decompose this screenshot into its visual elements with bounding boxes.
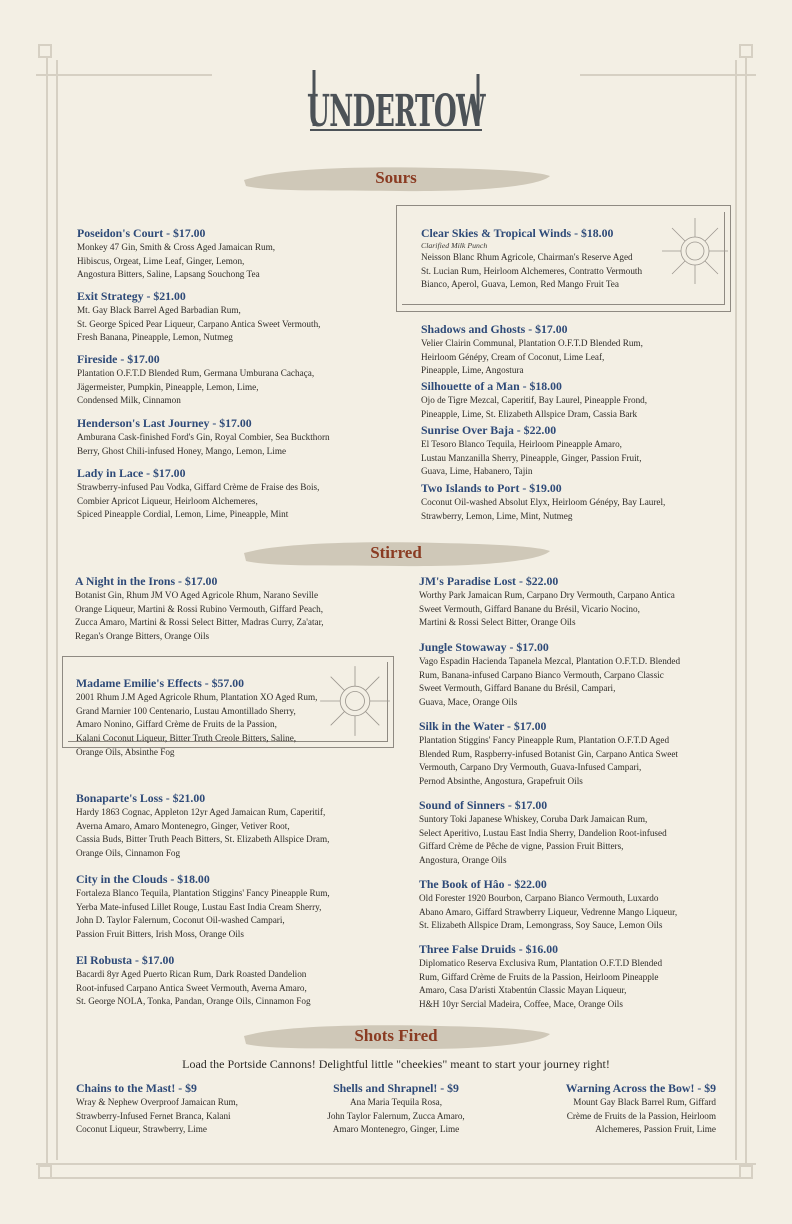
- desc-line: Amburana Cask-finished Ford's Gin, Royal Combier, Sea Buckthorn: [77, 432, 330, 442]
- desc-line: Amaro Nonino, Giffard Crème de Fruits de la Passion,: [76, 719, 277, 730]
- shots-tagline: Load the Portside Cannons! Delightful little "cheekies" meant to start your journey right!: [182, 1057, 610, 1071]
- desc-line: Giffard Crème de Pêche de vigne, Passion Fruit Bitters,: [419, 841, 624, 852]
- desc-line: Fortaleza Blanco Tequila, Plantation Stiggins' Fancy Pineapple Rum,: [76, 888, 330, 898]
- logo-wordmark: UNDERTOW: [307, 86, 486, 137]
- desc-line: Coconut Oil-washed Absolut Elyx, Heirloom Génépy, Bay Laurel,: [421, 497, 666, 507]
- drink-description: [76, 968, 376, 1009]
- drink-description: [421, 337, 721, 378]
- drink-name: City in the Clouds - $18.00: [76, 872, 210, 886]
- drink-item: [421, 423, 721, 479]
- drink-description: [421, 394, 721, 421]
- frame-right-line: [745, 52, 747, 1172]
- drink-name: Warning Across the Bow! - $9: [565, 1081, 716, 1095]
- drink-description: [77, 481, 377, 522]
- desc-line: St. George NOLA, Tonka, Pandan, Orange Oils, Cinnamon Fog: [76, 996, 311, 1007]
- drink-description: [76, 691, 356, 760]
- desc-line: Ojo de Tigre Mezcal, Caperitif, Bay Laurel, Pineapple Frond,: [421, 395, 648, 405]
- drink-item: [77, 466, 377, 522]
- desc-line: Hibiscus, Orgeat, Lime Leaf, Ginger, Lemon,: [77, 255, 245, 266]
- drink-description: [77, 241, 377, 282]
- desc-line: Guava, Mace, Orange Oils: [419, 697, 518, 708]
- desc-line: Select Aperitivo, Lustau East India Sherry, Dandelion Root-infused: [419, 827, 667, 838]
- desc-line: Strawberry, Lemon, Lime, Mint, Nutmeg: [421, 510, 573, 521]
- frame-corner-top-right: [739, 44, 753, 58]
- drink-item: [77, 226, 377, 282]
- drink-description: [421, 251, 721, 292]
- desc-line: Blended Rum, Raspberry-infused Botanist Gin, Carpano Antica Sweet: [419, 748, 678, 759]
- drink-description: [77, 367, 377, 408]
- desc-line: Angostura Bitters, Saline, Lapsang Souchong Tea: [77, 269, 260, 280]
- desc-line: Vago Espadin Hacienda Tapanela Mezcal, Plantation O.F.T.D. Blended: [419, 656, 681, 666]
- desc-line: Cassia Buds, Bitter Truth Peach Bitters, St. Elizabeth Allspice Dram,: [76, 834, 330, 845]
- drink-description: [77, 304, 377, 345]
- drink-name: JM's Paradise Lost - $22.00: [419, 574, 559, 588]
- desc-line: Coconut Liqueur, Strawberry, Lime: [76, 1124, 207, 1135]
- frame-bottom-line: [36, 1163, 756, 1165]
- desc-line: Jägermeister, Pumpkin, Pineapple, Lemon, Lime,: [77, 381, 259, 392]
- drink-name: Sound of Sinners - $17.00: [419, 798, 548, 812]
- desc-line: Zucca Amaro, Martini & Rossi Select Bitter, Madras Curry, Za'atar,: [75, 617, 324, 628]
- desc-line: St. Lucian Rum, Heirloom Alchemeres, Contratto Vermouth: [421, 265, 643, 276]
- frame-corner-bottom-left: [38, 1165, 52, 1179]
- desc-line: St. George Spiced Pear Liqueur, Carpano Antica Sweet Vermouth,: [77, 318, 321, 329]
- drink-name: Lady in Lace - $17.00: [77, 466, 186, 480]
- drink-description: [419, 957, 729, 1012]
- desc-line: Botanist Gin, Rhum JM VO Aged Agricole Rhum, Narano Seville: [75, 590, 319, 600]
- drink-name: Henderson's Last Journey - $17.00: [77, 416, 252, 430]
- section-banner-stirred: [240, 537, 552, 571]
- drink-name: Poseidon's Court - $17.00: [77, 226, 206, 240]
- shot-warning-across-the-bow: [496, 1081, 716, 1137]
- drink-name: Exit Strategy - $21.00: [77, 289, 186, 303]
- desc-line: Alchemeres, Passion Fruit, Lime: [595, 1124, 716, 1135]
- desc-line: Kalani Coconut Liqueur, Bitter Truth Creole Bitters, Saline,: [76, 733, 297, 744]
- desc-line: Root-infused Carpano Antica Sweet Vermouth, Averna Amaro,: [76, 982, 307, 993]
- desc-line: Pineapple, Lime, St. Elizabeth Allspice Dram, Cassia Bark: [421, 408, 638, 419]
- desc-line: John Taylor Falernum, Zucca Amaro,: [327, 1110, 465, 1121]
- drink-item: [419, 942, 729, 1012]
- drink-featured-stirred: [76, 676, 356, 760]
- drink-description: [419, 589, 729, 630]
- section-title-shots: Shots Fired: [354, 1026, 438, 1045]
- desc-line: Lustau Manzanilla Sherry, Pineapple, Ginger, Passion Fruit,: [421, 452, 642, 463]
- drink-item: [419, 719, 729, 789]
- drink-note: Clarified Milk Punch: [421, 241, 488, 250]
- desc-line: Rum, Giffard Crème de Fruits de la Passion, Heirloom Pineapple: [419, 971, 659, 982]
- drink-item: [419, 640, 729, 710]
- desc-line: Strawberry-Infused Fernet Branca, Kalani: [76, 1110, 231, 1121]
- desc-line: Sweet Vermouth, Giffard Banane du Brésil, Campari,: [419, 683, 616, 694]
- desc-line: Wray & Nephew Overproof Jamaican Rum,: [76, 1097, 238, 1107]
- desc-line: Monkey 47 Gin, Smith & Cross Aged Jamaican Rum,: [77, 242, 276, 252]
- section-title-stirred: Stirred: [370, 543, 422, 562]
- desc-line: Abano Amaro, Giffard Strawberry Liqueur, Vedrenne Mango Liqueur,: [419, 906, 678, 917]
- drink-featured-sours: [421, 226, 721, 292]
- desc-line: Old Forester 1920 Bourbon, Carpano Bianco Vermouth, Luxardo: [419, 893, 659, 903]
- drink-a-night-in-the-irons: [75, 574, 385, 644]
- desc-line: Heirloom Génépy, Cream of Coconut, Lime Leaf,: [421, 351, 605, 362]
- desc-line: Orange Oils, Cinnamon Fog: [76, 848, 181, 859]
- frame-corner-top-left: [38, 44, 52, 58]
- drink-description: [76, 806, 376, 861]
- frame-left-line: [46, 52, 48, 1172]
- drink-name: Chains to the Mast! - $9: [76, 1081, 197, 1095]
- desc-line: Amaro, Casa D'aristi Xtabentún Classic Mayan Liqueur,: [419, 985, 627, 996]
- desc-line: Vermouth, Carpano Dry Vermouth, Guava-Infused Campari,: [419, 762, 642, 773]
- undertow-logo-mark: [300, 64, 492, 150]
- drink-description: [76, 1096, 296, 1137]
- desc-line: Martini & Rossi Select Bitter, Orange Oils: [419, 617, 576, 628]
- drink-name: Silhouette of a Man - $18.00: [421, 379, 562, 393]
- desc-line: Orange Oils, Absinthe Fog: [76, 746, 175, 757]
- desc-line: Velier Clairin Communal, Plantation O.F.T.D Blended Rum,: [421, 338, 643, 348]
- drink-description: [421, 438, 721, 479]
- desc-line: Hardy 1863 Cognac, Appleton 12yr Aged Jamaican Rum, Caperitif,: [76, 807, 326, 817]
- section-banner-shots: [240, 1020, 552, 1054]
- section-title-sours: Sours: [375, 168, 417, 187]
- drink-item: [77, 416, 377, 458]
- desc-line: Bacardi 8yr Aged Puerto Rican Rum, Dark Roasted Dandelion: [76, 969, 307, 979]
- desc-line: Strawberry-infused Pau Vodka, Giffard Crème de Fraise des Bois,: [77, 482, 320, 492]
- drink-item: [419, 574, 729, 630]
- desc-line: Condensed Milk, Cinnamon: [77, 395, 181, 406]
- drink-item: [76, 872, 376, 942]
- desc-line: Worthy Park Jamaican Rum, Carpano Dry Vermouth, Carpano Antica: [419, 590, 675, 600]
- drink-name: Sunrise Over Baja - $22.00: [421, 423, 557, 437]
- desc-line: Pernod Absinthe, Angostura, Grapefruit Oils: [419, 776, 583, 787]
- drink-item: [419, 877, 729, 933]
- desc-line: Guava, Lime, Habanero, Tajin: [421, 466, 533, 477]
- desc-line: Plantation Stiggins' Fancy Pineapple Rum, Plantation O.F.T.D Aged: [419, 735, 670, 745]
- drink-description: [419, 813, 729, 868]
- desc-line: Plantation O.F.T.D Blended Rum, Germana Umburana Cachaça,: [77, 368, 315, 378]
- desc-line: Regan's Orange Bitters, Orange Oils: [75, 631, 210, 642]
- drink-name: Bonaparte's Loss - $21.00: [76, 791, 206, 805]
- desc-line: Averna Amaro, Amaro Montenegro, Ginger, Vetiver Root,: [76, 820, 290, 831]
- drink-description: [77, 431, 377, 458]
- drink-description: [421, 496, 721, 523]
- frame-left-inner-line: [56, 60, 58, 1160]
- drink-name: Clear Skies & Tropical Winds - $18.00: [421, 226, 614, 240]
- drink-name: Madame Emilie's Effects - $57.00: [76, 676, 245, 690]
- drink-name: Three False Druids - $16.00: [419, 942, 559, 956]
- drink-name: Silk in the Water - $17.00: [419, 719, 547, 733]
- desc-line: Sweet Vermouth, Giffard Banane du Brésil, Vicario Nocino,: [419, 603, 640, 614]
- desc-line: Ana Maria Tequila Rosa,: [349, 1097, 443, 1107]
- drink-description: [419, 655, 729, 710]
- frame-top-left-line: [36, 74, 212, 76]
- desc-line: Crème de Fruits de la Passion, Heirloom: [566, 1110, 716, 1121]
- desc-line: Amaro Montenegro, Ginger, Lime: [332, 1124, 460, 1135]
- frame-bottom-inner-line: [46, 1177, 746, 1179]
- undertow-logo: [300, 64, 492, 150]
- drink-name: Two Islands to Port - $19.00: [421, 481, 562, 495]
- drink-item: [77, 352, 377, 408]
- desc-line: Yerba Mate-infused Lillet Rouge, Lustau East India Cream Sherry,: [76, 901, 322, 912]
- drink-name: Jungle Stowaway - $17.00: [419, 640, 549, 654]
- desc-line: Fresh Banana, Pineapple, Lemon, Nutmeg: [77, 332, 233, 343]
- drink-name: Shells and Shrapnel! - $9: [333, 1081, 459, 1095]
- desc-line: Berry, Ghost Chili-infused Honey, Mango, Lemon, Lime: [77, 445, 287, 456]
- section-banner-sours: [240, 162, 552, 196]
- drink-item: [421, 481, 721, 523]
- desc-line: Rum, Banana-infused Carpano Bianco Vermouth, Carpano Classic: [419, 669, 664, 680]
- desc-line: H&H 10yr Sercial Madeira, Coffee, Mace, Orange Oils: [419, 999, 623, 1010]
- drink-item: [77, 289, 377, 345]
- desc-line: Combier Apricot Liqueur, Heirloom Alchemeres,: [77, 495, 258, 506]
- desc-line: Passion Fruit Bitters, Irish Moss, Orange Oils: [76, 929, 244, 940]
- desc-line: Bianco, Aperol, Guava, Lemon, Red Mango Fruit Tea: [421, 279, 619, 290]
- desc-line: Suntory Toki Japanese Whiskey, Coruba Dark Jamaican Rum,: [419, 814, 648, 824]
- desc-line: St. Elizabeth Allspice Dram, Lemongrass, Soy Sauce, Lemon Oils: [419, 920, 663, 931]
- drink-description: [496, 1096, 716, 1137]
- desc-line: Orange Liqueur, Martini & Rossi Rubino Vermouth, Giffard Peach,: [75, 603, 324, 614]
- drink-name: Fireside - $17.00: [77, 352, 160, 366]
- drink-name: El Robusta - $17.00: [76, 953, 175, 967]
- drink-description: [419, 734, 729, 789]
- frame-top-right-line: [580, 74, 756, 76]
- drink-description: [75, 589, 385, 644]
- desc-line: Diplomatico Reserva Exclusiva Rum, Plantation O.F.T.D Blended: [419, 958, 663, 968]
- desc-line: Pineapple, Lime, Angostura: [421, 365, 524, 376]
- drink-name: Shadows and Ghosts - $17.00: [421, 322, 568, 336]
- drink-description: [76, 887, 376, 942]
- shot-chains-to-the-mast: [76, 1081, 296, 1137]
- drink-item: [76, 953, 376, 1009]
- desc-line: John D. Taylor Falernum, Coconut Oil-washed Campari,: [76, 915, 285, 926]
- frame-corner-bottom-right: [739, 1165, 753, 1179]
- drink-description: [419, 892, 729, 933]
- drink-item: [419, 798, 729, 868]
- desc-line: 2001 Rhum J.M Aged Agricole Rhum, Plantation XO Aged Rum,: [76, 692, 318, 702]
- desc-line: Spiced Pineapple Cordial, Lemon, Lime, Pineapple, Mint: [77, 509, 289, 520]
- desc-line: Mount Gay Black Barrel Rum, Giffard: [573, 1097, 716, 1107]
- desc-line: Mt. Gay Black Barrel Aged Barbadian Rum,: [77, 305, 241, 315]
- drink-item: [76, 791, 376, 861]
- drink-description: [286, 1096, 506, 1137]
- frame-right-inner-line: [735, 60, 737, 1160]
- drink-item: [421, 379, 721, 421]
- drink-item: [421, 322, 721, 378]
- drink-name: The Book of Hâo - $22.00: [419, 877, 547, 891]
- drink-name: A Night in the Irons - $17.00: [75, 574, 218, 588]
- desc-line: Neisson Blanc Rhum Agricole, Chairman's Reserve Aged: [421, 252, 633, 262]
- desc-line: Grand Marnier 100 Centenario, Lustau Amontillado Sherry,: [76, 705, 296, 716]
- shot-shells-and-shrapnel: [286, 1081, 506, 1137]
- desc-line: El Tesoro Blanco Tequila, Heirloom Pineapple Amaro,: [421, 439, 622, 449]
- desc-line: Angostura, Orange Oils: [419, 855, 507, 866]
